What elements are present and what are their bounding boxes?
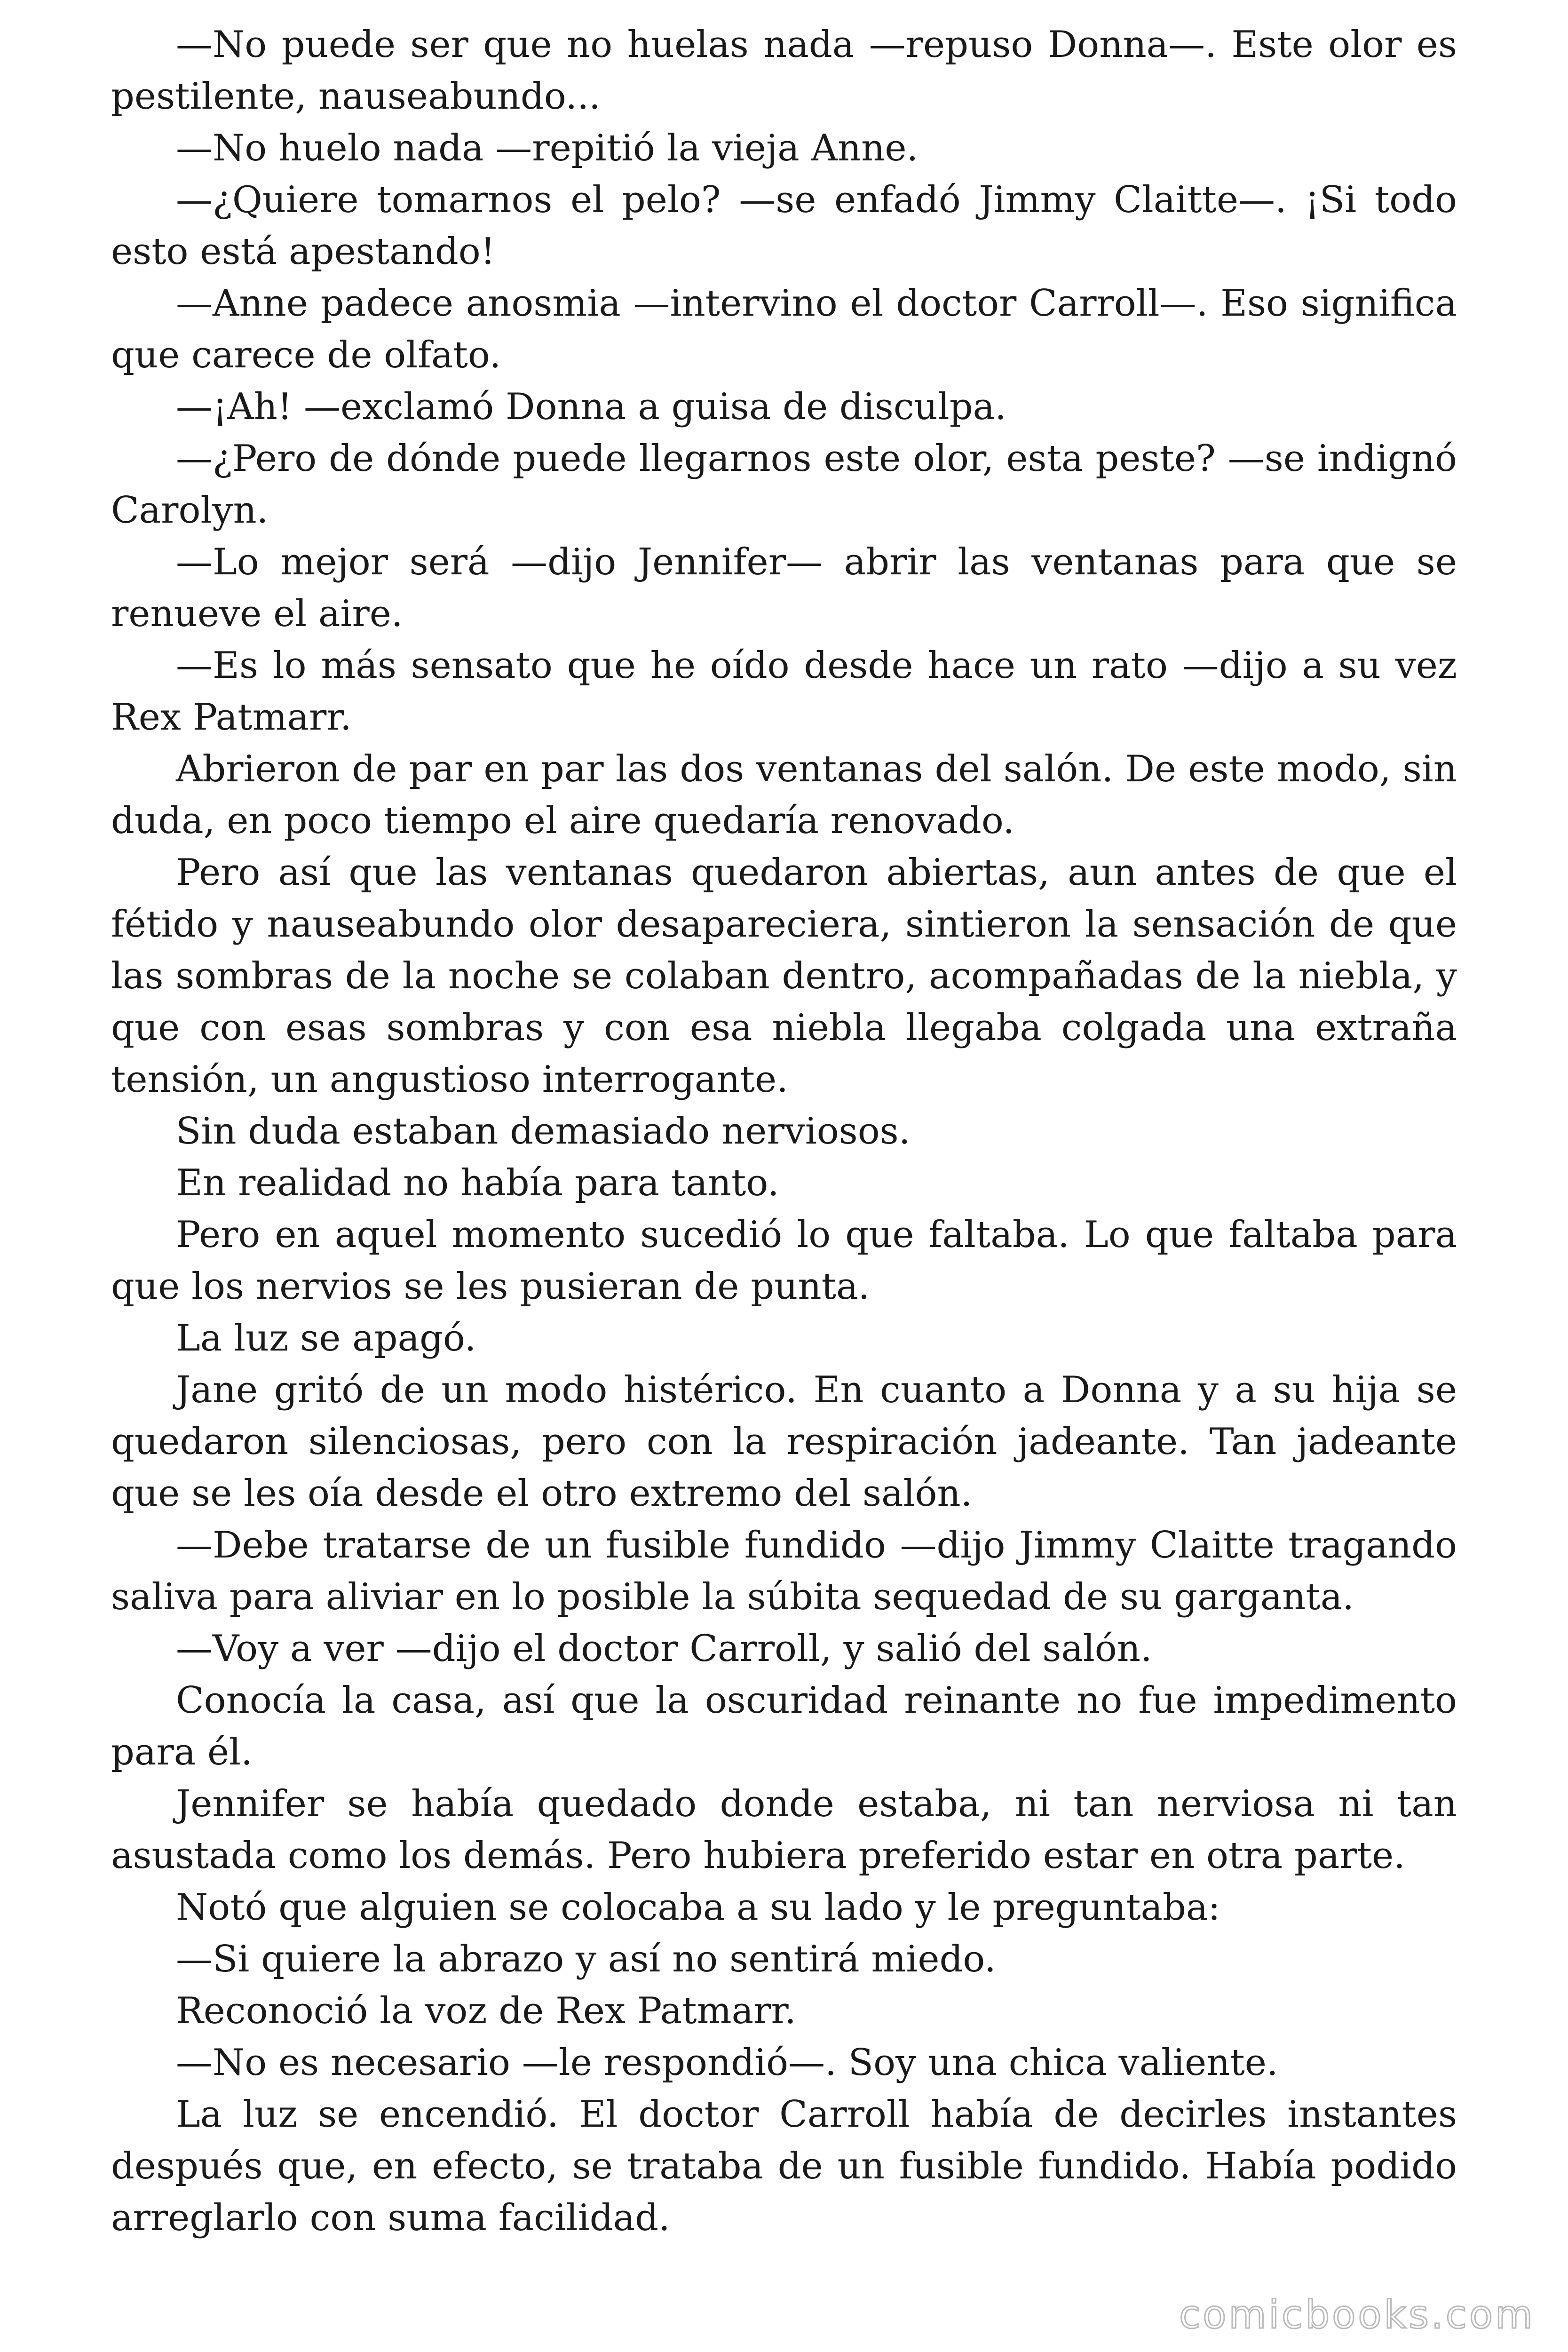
paragraph: Conocía la casa, así que la oscuridad reinante no fue impedimento para él.	[111, 1679, 1457, 1773]
paragraph: —No es necesario —le respondió—. Soy una chica valiente.	[176, 2042, 1278, 2084]
paragraph: —Es lo más sensato que he oído desde hace un rato —dijo a su vez Rex Patmarr.	[111, 644, 1457, 739]
paragraph: Abrieron de par en par las dos ventanas del salón. De este modo, sin duda, en poco tiempo el aire quedaría renovado.	[111, 748, 1457, 842]
paragraph: —Si quiere la abrazo y así no sentirá miedo.	[176, 1938, 996, 1980]
paragraph: Jennifer se había quedado donde estaba, ni tan nerviosa ni tan asustada como los demás. Pero hubiera preferido estar en otra parte.	[111, 1783, 1457, 1877]
paragraph: Reconoció la voz de Rex Patmarr.	[176, 1990, 796, 2032]
paragraph: —No huelo nada —repitió la vieja Anne.	[176, 127, 919, 169]
paragraph: —¡Ah! —exclamó Donna a guisa de disculpa.	[176, 386, 1006, 428]
watermark-text: comicbooks.com	[1179, 2293, 1535, 2337]
paragraph: La luz se encendió. El doctor Carroll había de decirles instantes después que, en efecto, se trataba de un fusible fundido. Había podido arreglarlo con suma facilidad.	[111, 2093, 1457, 2239]
paragraph: Pero así que las ventanas quedaron abiertas, aun antes de que el fétido y nauseabundo olor desapareciera, sintieron la sensación de que las sombras de la noche se colaban dentro, acompañadas de la niebla, y que con esas sombras y con esa niebla llegaba colgada una extraña tensión, un angustioso interrogante.	[111, 851, 1457, 1101]
paragraph: La luz se apagó.	[176, 1317, 476, 1359]
paragraph: Notó que alguien se colocaba a su lado y le preguntaba:	[176, 1886, 1220, 1929]
paragraph: —No puede ser que no huelas nada —repuso Donna—. Este olor es pestilente, nauseabundo...	[111, 24, 1457, 118]
paragraph: Jane gritó de un modo histérico. En cuanto a Donna y a su hija se quedaron silenciosas, pero con la respiración jadeante. Tan jadeante que se les oía desde el otro extremo del salón.	[111, 1369, 1457, 1515]
paragraph: —Voy a ver —dijo el doctor Carroll, y salió del salón.	[176, 1628, 1152, 1670]
paragraph: Sin duda estaban demasiado nerviosos.	[176, 1110, 911, 1152]
paragraph: —Anne padece anosmia —intervino el doctor Carroll—. Eso significa que carece de olfato.	[111, 282, 1457, 376]
paragraph: —¿Quiere tomarnos el pelo? —se enfadó Jimmy Claitte—. ¡Si todo esto está apestando!	[111, 179, 1457, 273]
paragraph: En realidad no había para tanto.	[176, 1162, 779, 1204]
paragraph: —¿Pero de dónde puede llegarnos este olor, esta peste? —se indignó Carolyn.	[111, 437, 1457, 532]
paragraph: Pero en aquel momento sucedió lo que faltaba. Lo que faltaba para que los nervios se les pusieran de punta.	[111, 1214, 1457, 1308]
paragraph: —Lo mejor será —dijo Jennifer— abrir las ventanas para que se renueve el aire.	[111, 541, 1457, 635]
book-page	[111, 19, 1457, 2305]
paragraph: —Debe tratarse de un fusible fundido —dijo Jimmy Claitte tragando saliva para aliviar en lo posible la súbita sequedad de su garganta.	[111, 1524, 1457, 1618]
